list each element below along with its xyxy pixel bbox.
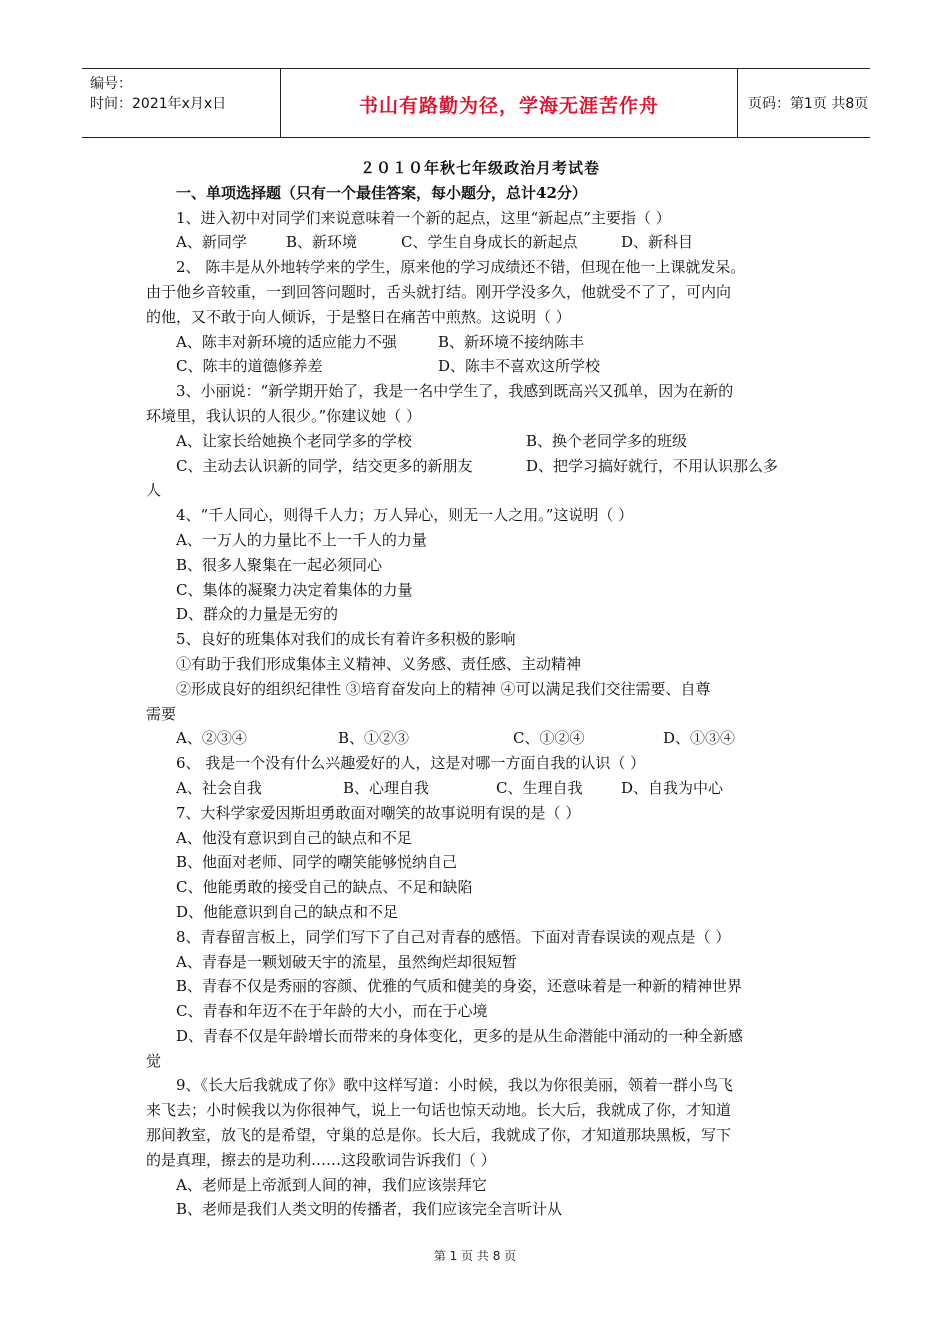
option-text: D、新科目 — [621, 233, 694, 252]
question-5-item: ②形成良好的组织纪律性 ③培育奋发向上的精神 ④可以满足我们交往需要、自尊 — [176, 679, 711, 698]
option-text: B、他面对老师、同学的嘲笑能够悦纳自己 — [176, 853, 458, 872]
question-2-options — [146, 330, 814, 355]
option-text: C、生理自我 — [496, 778, 583, 797]
option-text: D、①③④ — [663, 729, 736, 748]
question-9: 9、《长大后我就成了你》歌中这样写道：小时候，我以为你很美丽，领着一群小鸟飞 — [176, 1076, 734, 1095]
option-text: B、老师是我们人类文明的传播者，我们应该完全言听计从 — [176, 1200, 563, 1219]
exam-content — [146, 156, 814, 1222]
option-text: A、新同学 — [176, 233, 247, 252]
page-header — [82, 68, 870, 138]
question-9-text: 的是真理，擦去的是功利……这段歌词告诉我们（ ） — [146, 1150, 496, 1169]
option-text: 觉 — [146, 1051, 162, 1070]
question-2-text: 的他，又不敢于向人倾诉，于是整日在痛苦中煎熬。这说明（ ） — [146, 307, 571, 326]
page-footer: 第 1 页 共 8 页 — [433, 1249, 517, 1263]
exam-title: ２０１０年秋七年级政治月考试卷 — [359, 159, 600, 177]
question-4: 4、“千人同心，则得千人力；万人异心，则无一人之用。”这说明（ ） — [176, 506, 634, 525]
option-text: C、青春和年迈不在于年龄的大小，而在于心境 — [176, 1002, 488, 1021]
header-page-cell — [738, 69, 870, 137]
option-text: C、主动去认识新的同学，结交更多的新朋友 — [176, 456, 473, 475]
question-3-options — [146, 429, 814, 454]
header-page-info: 页码：第1页 共8页 — [748, 96, 869, 112]
question-1: 1、进入初中对同学们来说意味着一个新的起点，这里“新起点”主要指（ ） — [176, 208, 671, 227]
document-number-label: 编号： — [90, 76, 132, 92]
question-8: 8、青春留言板上，同学们写下了自己对青春的感悟。下面对青春误读的观点是（ ） — [176, 927, 731, 946]
option-text: A、让家长给她换个老同学多的学校 — [176, 431, 412, 450]
option-text: A、青春是一颗划破天宇的流星，虽然绚烂却很短暂 — [176, 952, 517, 971]
question-5: 5、良好的班集体对我们的成长有着许多积极的影响 — [176, 630, 516, 649]
option-text: B、新环境不接纳陈丰 — [438, 332, 585, 351]
question-3-text: 人 — [146, 481, 162, 500]
section-heading: 一、单项选择题（只有一个最佳答案，每小题分，总计42分） — [176, 183, 587, 202]
option-text: B、心理自我 — [343, 778, 430, 797]
question-6: 6、 我是一个没有什么兴趣爱好的人，这是对哪一方面自我的认识（ ） — [176, 754, 646, 773]
question-5-item: ①有助于我们形成集体主义精神、义务感、责任感、主动精神 — [176, 654, 582, 673]
option-text: C、①②④ — [513, 729, 585, 748]
option-text: D、群众的力量是无穷的 — [176, 605, 339, 624]
option-text: D、青春不仅是年龄增长而带来的身体变化，更多的是从生命潜能中涌动的一种全新感 — [176, 1026, 744, 1045]
option-text: B、换个老同学多的班级 — [526, 431, 688, 450]
option-text: D、陈丰不喜欢这所学校 — [438, 357, 601, 376]
option-text: A、一万人的力量比不上一千人的力量 — [176, 530, 427, 549]
option-text: C、集体的凝聚力决定着集体的力量 — [176, 580, 413, 599]
option-text: B、很多人聚集在一起必须同心 — [176, 555, 383, 574]
question-5-options — [146, 726, 814, 751]
option-text: B、①②③ — [338, 729, 410, 748]
question-7: 7、大科学家爱因斯坦勇敢面对嘲笑的故事说明有误的是（ ） — [176, 803, 581, 822]
header-meta-cell — [82, 69, 280, 137]
option-text: A、②③④ — [176, 729, 247, 748]
question-2: 2、 陈丰是从外地转学来的学生，原来他的学习成绩还不错，但现在他一上课就发呆。 — [176, 258, 746, 277]
option-text: B、青春不仅是秀丽的容颜、优雅的气质和健美的身姿，还意味着是一种新的精神世界 — [176, 977, 743, 996]
option-text: C、陈丰的道德修养差 — [176, 357, 323, 376]
option-text: B、新环境 — [286, 233, 358, 252]
option-text: C、他能勇敢的接受自己的缺点、不足和缺陷 — [176, 878, 473, 897]
option-text: D、他能意识到自己的缺点和不足 — [176, 902, 399, 921]
header-motto-cell — [280, 69, 738, 137]
question-1-options — [146, 230, 814, 255]
question-9-text: 来飞去；小时候我以为你很神气，说上一句话也惊天动地。长大后，我就成了你，才知道 — [146, 1101, 732, 1120]
option-text: C、学生自身成长的新起点 — [401, 233, 578, 252]
question-3-options — [146, 454, 814, 479]
option-text: D、自我为中心 — [621, 778, 724, 797]
question-3: 3、小丽说：“新学期开始了，我是一名中学生了，我感到既高兴又孤单，因为在新的 — [176, 382, 734, 401]
header-motto: 书山有路勤为径，学海无涯苦作舟 — [358, 95, 659, 117]
option-text: A、老师是上帝派到人间的神，我们应该崇拜它 — [176, 1175, 487, 1194]
question-2-text: 由于他乡音较重，一到回答问题时，舌头就打结。刚开学没多久，他就受不了了，可内向 — [146, 282, 732, 301]
question-2-options — [146, 354, 814, 379]
option-text: D、把学习搞好就行，不用认识那么多 — [526, 456, 779, 475]
option-text: A、陈丰对新环境的适应能力不强 — [176, 332, 397, 351]
question-9-text: 那间教室，放飞的是希望，守巢的总是你。长大后，我就成了你，才知道那块黑板，写下 — [146, 1126, 732, 1145]
question-3-text: 环境里，我认识的人很少。”你建议她（ ） — [146, 406, 421, 425]
option-text: A、他没有意识到自己的缺点和不足 — [176, 828, 412, 847]
option-text: A、社会自我 — [176, 778, 262, 797]
question-5-item: 需要 — [146, 704, 177, 723]
question-6-options — [146, 776, 814, 801]
document-date-label: 时间：2021年x月x日 — [90, 96, 227, 112]
